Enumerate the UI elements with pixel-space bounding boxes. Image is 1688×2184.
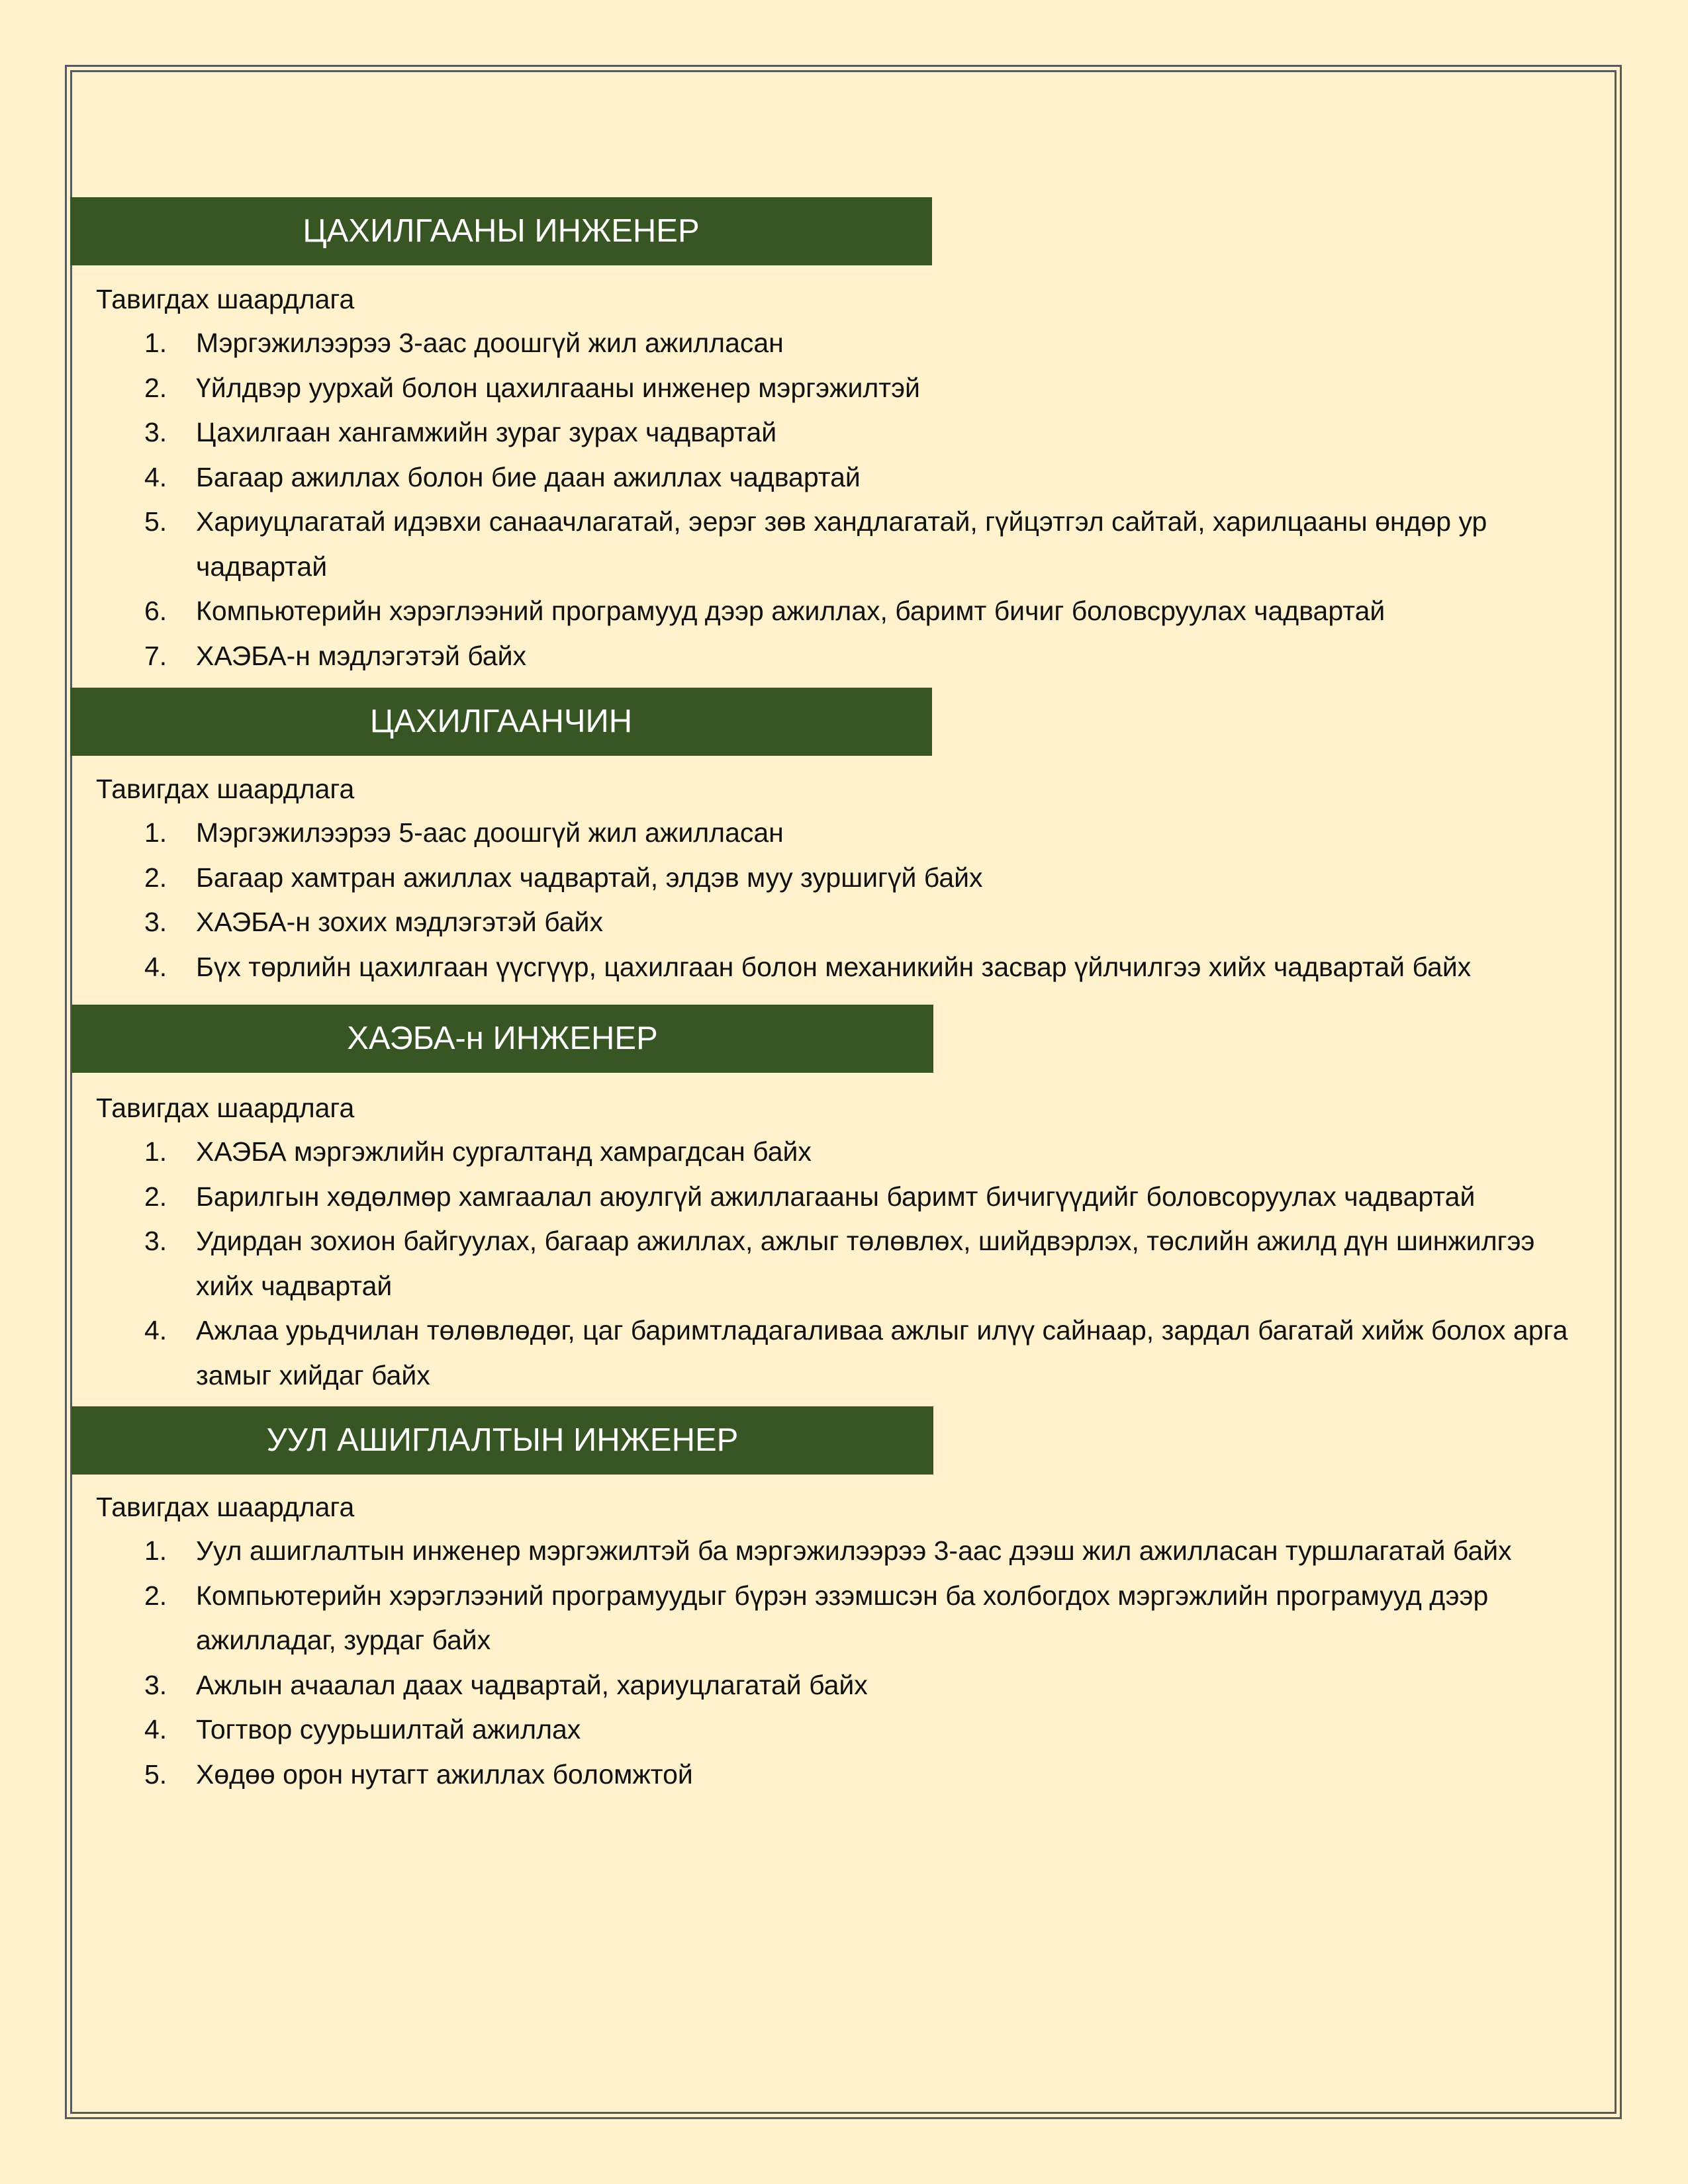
list-item bbox=[0, 1308, 1688, 1398]
item-text: Бүх төрлийн цахилгаан үүсгүүр, цахилгаан болон механикийн засвар үйлчилгээ хийх чадвартай байх bbox=[196, 951, 1472, 982]
item-number: 1. bbox=[144, 1535, 167, 1566]
item-number: 3. bbox=[144, 417, 167, 447]
item-number: 1. bbox=[144, 1136, 167, 1167]
list-item bbox=[0, 945, 1688, 990]
item-number: 6. bbox=[144, 596, 167, 626]
list-item bbox=[0, 1130, 1688, 1175]
item-text: Барилгын хөдөлмөр хамгаалал аюулгүй ажиллагааны баримт бичигүүдийг боловсоруулах чадвартай bbox=[196, 1181, 1476, 1212]
requirements-label: Тавигдах шаардлага bbox=[96, 1093, 355, 1123]
item-text: Уул ашиглалтын инженер мэргэжилтэй ба мэргэжилээрээ 3-аас дээш жил ажилласан туршлагатай байх bbox=[196, 1535, 1512, 1566]
list-item bbox=[0, 500, 1688, 589]
item-number: 4. bbox=[144, 461, 167, 492]
item-number: 2. bbox=[144, 862, 167, 893]
item-number: 4. bbox=[144, 1315, 167, 1345]
item-text: Компьютерийн хэрэглээний програмууд дээр ажиллах, баримт бичиг боловсруулах чадвартай bbox=[196, 596, 1385, 626]
requirements-list bbox=[0, 321, 1688, 678]
list-item bbox=[0, 1752, 1688, 1797]
requirements-list bbox=[0, 1529, 1688, 1797]
list-item bbox=[0, 366, 1688, 411]
list-item bbox=[0, 1219, 1688, 1308]
list-item bbox=[0, 589, 1688, 634]
requirements-label: Тавигдах шаардлага bbox=[96, 1492, 355, 1522]
item-text: Компьютерийн хэрэглээний програмуудыг бүрэн эзэмшсэн ба холбогдох мэргэжлийн програмууд дээр ажилладаг, зурдаг байх bbox=[196, 1580, 1489, 1655]
list-item bbox=[0, 455, 1688, 500]
list-item bbox=[0, 1529, 1688, 1574]
item-number: 1. bbox=[144, 328, 167, 358]
item-text: Ажлын ачаалал даах чадвартай, хариуцлагатай байх bbox=[196, 1669, 868, 1700]
list-item bbox=[0, 1707, 1688, 1752]
item-text: Ажлаа урьдчилан төлөвлөдөг, цаг баримтладагаливаа ажлыг илүү сайнаар, зардал багатай хийж болох арга замыг хийдаг байх bbox=[196, 1315, 1568, 1390]
item-text: Үйлдвэр уурхай болон цахилгааны инженер мэргэжилтэй bbox=[196, 372, 920, 403]
list-item bbox=[0, 634, 1688, 679]
item-number: 4. bbox=[144, 951, 167, 982]
section-title-banner: ХАЭБА-н ИНЖЕНЕР bbox=[71, 1005, 933, 1073]
list-item bbox=[0, 1574, 1688, 1663]
section-title-banner: УУЛ АШИГЛАЛТЫН ИНЖЕНЕР bbox=[71, 1406, 933, 1475]
item-text: ХАЭБА-н мэдлэгэтэй байх bbox=[196, 640, 526, 671]
list-item bbox=[0, 1663, 1688, 1708]
item-text: Мэргэжилээрээ 5-аас доошгүй жил ажилласан bbox=[196, 817, 784, 848]
item-number: 5. bbox=[144, 1758, 167, 1790]
requirements-list bbox=[0, 811, 1688, 989]
item-number: 3. bbox=[144, 1669, 167, 1700]
requirements-label: Тавигдах шаардлага bbox=[96, 774, 355, 804]
requirements-list bbox=[0, 1130, 1688, 1398]
item-text: Хөдөө орон нутагт ажиллах боломжтой bbox=[196, 1758, 693, 1790]
list-item bbox=[0, 856, 1688, 901]
item-number: 4. bbox=[144, 1714, 167, 1745]
item-text: Багаар хамтран ажиллах чадвартай, элдэв муу зуршигүй байх bbox=[196, 862, 983, 893]
item-text: Хариуцлагатай идэвхи санаачлагатай, эерэг зөв хандлагатай, гүйцэтгэл сайтай, харилцааны өндөр ур чадвартай bbox=[196, 506, 1487, 582]
section-title-banner: ЦАХИЛГААНЫ ИНЖЕНЕР bbox=[70, 197, 932, 265]
list-item bbox=[0, 811, 1688, 856]
item-text: ХАЭБА-н зохих мэдлэгэтэй байх bbox=[196, 907, 603, 937]
item-text: Цахилгаан хангамжийн зураг зурах чадвартай bbox=[196, 417, 777, 447]
list-item bbox=[0, 321, 1688, 366]
requirements-label: Тавигдах шаардлага bbox=[96, 284, 355, 314]
item-number: 3. bbox=[144, 1226, 167, 1256]
list-item bbox=[0, 900, 1688, 945]
item-text: ХАЭБА мэргэжлийн сургалтанд хамрагдсан байх bbox=[196, 1136, 812, 1167]
item-number: 1. bbox=[144, 817, 167, 848]
list-item bbox=[0, 1175, 1688, 1220]
item-text: Удирдан зохион байгуулах, багаар ажиллах, ажлыг төлөвлөх, шийдвэрлэх, төслийн ажилд дүн шинжилгээ хийх чадвартай bbox=[196, 1226, 1535, 1301]
item-text: Мэргэжилээрээ 3-аас доошгүй жил ажилласан bbox=[196, 328, 784, 358]
item-number: 2. bbox=[144, 1580, 167, 1611]
item-number: 2. bbox=[144, 372, 167, 403]
item-number: 5. bbox=[144, 506, 167, 537]
item-text: Тогтвор суурьшилтай ажиллах bbox=[196, 1714, 581, 1745]
item-number: 7. bbox=[144, 640, 167, 671]
item-number: 2. bbox=[144, 1181, 167, 1212]
section-title-banner: ЦАХИЛГААНЧИН bbox=[70, 688, 932, 756]
item-number: 3. bbox=[144, 907, 167, 937]
item-text: Багаар ажиллах болон бие даан ажиллах чадвартай bbox=[196, 461, 861, 492]
list-item bbox=[0, 410, 1688, 455]
